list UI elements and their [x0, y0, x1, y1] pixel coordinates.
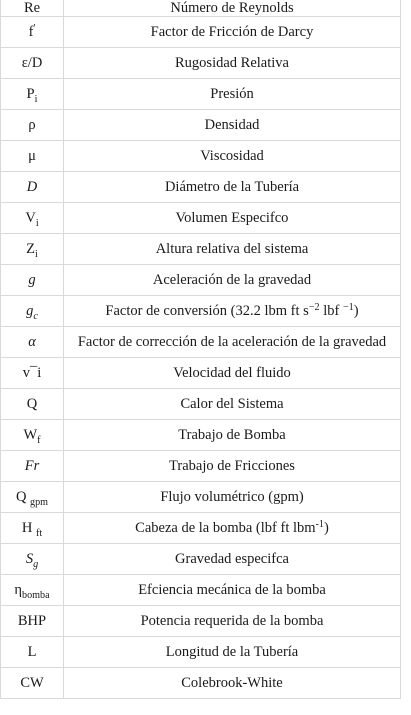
symbol-subscript: i: [35, 249, 38, 260]
description-cell: [64, 544, 401, 575]
symbol-cell: [1, 296, 64, 327]
description-cell: [64, 141, 401, 172]
description-cell: [64, 296, 401, 327]
symbol-superscript: ': [33, 23, 36, 34]
description-cell: [64, 513, 401, 544]
symbol-cell: [1, 172, 64, 203]
symbol-text: BHP: [17, 613, 47, 629]
symbol-subscript: ft: [35, 528, 43, 539]
description-text-mid: lbf: [319, 303, 343, 319]
table-row: [1, 203, 401, 234]
symbol-text: g: [28, 272, 36, 288]
description-text: Viscosidad: [200, 148, 264, 164]
symbol-cell: [1, 389, 64, 420]
symbol-cell: [1, 482, 64, 513]
description-cell: [64, 327, 401, 358]
description-superscript: −1: [342, 302, 354, 313]
description-text-end: ): [353, 303, 359, 319]
description-text: Factor de corrección de la aceleración de la gravedad: [77, 334, 387, 350]
symbol-cell: [1, 203, 64, 234]
symbol-cell: [1, 327, 64, 358]
table-row: [1, 482, 401, 513]
description-cell: [64, 17, 401, 48]
symbol-cell: [1, 141, 64, 172]
description-cell: [64, 358, 401, 389]
symbol-subscript: c: [33, 311, 38, 322]
symbol-cell: [1, 451, 64, 482]
description-text: Calor del Sistema: [180, 396, 284, 412]
symbol-subscript: f: [37, 435, 41, 446]
description-cell: [64, 389, 401, 420]
symbol-text: g: [26, 303, 34, 319]
description-text: Factor de conversión (32.2 lbm ft s: [105, 303, 309, 319]
description-cell: [64, 637, 401, 668]
description-cell: [64, 0, 401, 17]
description-text: Presión: [210, 86, 254, 102]
description-text: Aceleración de la gravedad: [152, 272, 312, 288]
symbol-text: Q: [26, 396, 38, 412]
table-row: [1, 451, 401, 482]
symbol-cell: [1, 234, 64, 265]
symbol-subscript: i: [35, 218, 39, 229]
table-row: [1, 79, 401, 110]
description-cell: [64, 110, 401, 141]
table-row: [1, 420, 401, 451]
description-text: Potencia requerida de la bomba: [140, 613, 324, 629]
description-text: Efciencia mecánica de la bomba: [138, 582, 326, 598]
symbol-text: η: [14, 582, 23, 598]
table-row: [1, 141, 401, 172]
table-row: [1, 637, 401, 668]
symbol-text: Re: [23, 0, 41, 16]
description-cell: [64, 420, 401, 451]
symbol-cell: [1, 420, 64, 451]
description-cell: [64, 48, 401, 79]
symbol-text: Fr: [24, 458, 40, 474]
symbol-text: H: [21, 520, 33, 536]
description-text: Longitud de la Tubería: [165, 644, 299, 660]
table-row: [1, 17, 401, 48]
description-text: Colebrook-White: [181, 675, 283, 691]
description-superscript: −2: [308, 302, 320, 313]
description-text: Diámetro de la Tubería: [164, 179, 300, 195]
symbol-cell: [1, 637, 64, 668]
symbol-text: Z: [26, 241, 36, 257]
table-row: [1, 327, 401, 358]
description-superscript: -1: [315, 519, 324, 530]
symbol-text: L: [27, 644, 37, 660]
symbol-text: Q: [15, 489, 27, 505]
description-text: Trabajo de Fricciones: [169, 458, 295, 474]
symbol-text: S: [25, 551, 34, 567]
symbol-text: CW: [20, 675, 44, 691]
symbol-text: ε/D: [21, 55, 43, 71]
description-text: Número de Reynolds: [170, 0, 294, 16]
symbol-cell: [1, 606, 64, 637]
description-cell: [64, 606, 401, 637]
symbol-text: W: [23, 427, 38, 443]
description-text: Volumen Especifco: [175, 210, 289, 226]
description-cell: [64, 265, 401, 296]
symbol-cell: [1, 265, 64, 296]
table-row: [1, 606, 401, 637]
symbol-text: ρ: [28, 117, 36, 133]
description-cell: [64, 668, 401, 699]
symbol-text: v¯i: [22, 365, 42, 381]
description-text-end: ): [323, 520, 329, 536]
symbol-subscript: bomba: [22, 590, 50, 601]
symbol-cell: [1, 544, 64, 575]
table-row: [1, 172, 401, 203]
description-text: Rugosidad Relativa: [175, 55, 289, 71]
table-row: [1, 389, 401, 420]
table-row: [1, 668, 401, 699]
table-row: [1, 513, 401, 544]
table-row: [1, 544, 401, 575]
symbol-cell: [1, 17, 64, 48]
description-cell: [64, 79, 401, 110]
description-cell: [64, 234, 401, 265]
description-text: Flujo volumétrico (gpm): [160, 489, 304, 505]
symbol-cell: [1, 575, 64, 606]
description-text: Velocidad del fluido: [173, 365, 291, 381]
symbol-subscript: g: [33, 559, 39, 570]
symbol-text: μ: [28, 148, 36, 164]
symbol-cell: [1, 110, 64, 141]
description-text: Altura relativa del sistema: [155, 241, 309, 257]
symbol-text: f: [28, 24, 34, 40]
symbol-cell: [1, 0, 64, 17]
description-text: Cabeza de la bomba (lbf ft lbm: [135, 520, 316, 536]
table-row: [1, 234, 401, 265]
symbol-subscript: gpm: [30, 497, 49, 508]
symbol-text: α: [28, 334, 36, 350]
description-cell: [64, 575, 401, 606]
table-row: [1, 358, 401, 389]
description-cell: [64, 203, 401, 234]
description-cell: [64, 482, 401, 513]
table-row: [1, 296, 401, 327]
description-text: Gravedad especifca: [175, 551, 289, 567]
symbol-text: V: [25, 210, 36, 226]
description-text: Densidad: [204, 117, 260, 133]
symbol-cell: [1, 79, 64, 110]
table-row: [1, 575, 401, 606]
description-text: Trabajo de Bomba: [178, 427, 286, 443]
symbol-text: P: [26, 86, 35, 102]
table-row: [1, 48, 401, 79]
description-text: Factor de Fricción de Darcy: [150, 24, 314, 40]
symbol-cell: [1, 668, 64, 699]
table-row: [1, 0, 401, 17]
description-cell: [64, 451, 401, 482]
description-cell: [64, 172, 401, 203]
table-row: [1, 265, 401, 296]
symbol-text: D: [26, 179, 38, 195]
symbol-cell: [1, 48, 64, 79]
symbol-cell: [1, 358, 64, 389]
symbol-subscript: i: [34, 94, 38, 105]
symbol-cell: [1, 513, 64, 544]
table-row: [1, 110, 401, 141]
